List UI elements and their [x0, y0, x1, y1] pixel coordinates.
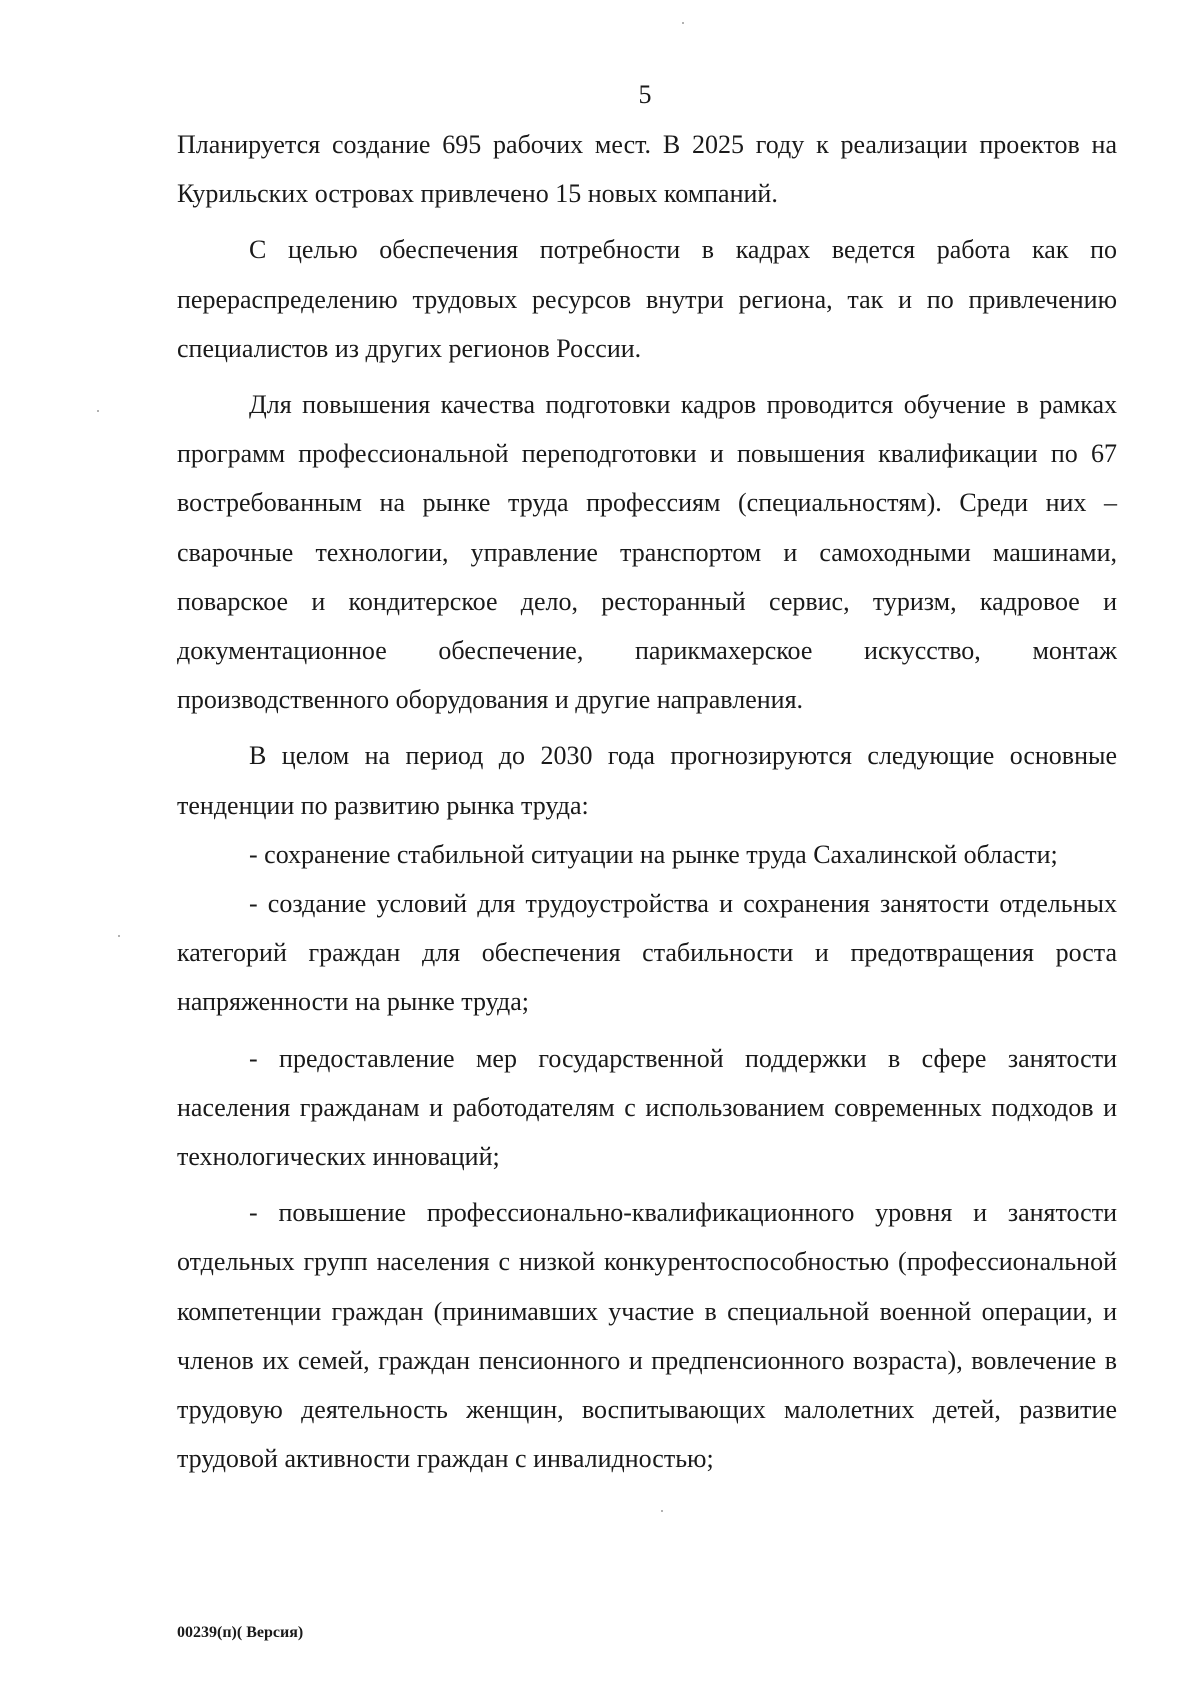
paragraph-jobs-planned: Планируется создание 695 рабочих мест. В 2025 году к реализации проектов на Курильских островах привлечено 15 новых компаний. [177, 130, 1117, 209]
page-number: 5 [638, 80, 652, 109]
paragraph-staffing-needs: С целью обеспечения потребности в кадрах ведется работа как по перераспределению трудовых ресурсов внутри региона, так и по привлечению специалистов из других регионов России. [177, 235, 1117, 363]
paragraph-trends-intro: В целом на период до 2030 года прогнозируются следующие основные тенденции по развитию рынка труда: [177, 741, 1117, 820]
paragraph-training-quality: Для повышения качества подготовки кадров проводится обучение в рамках программ профессиональной переподготовки и повышения квалификации по 67 востребованным на рынке труда профессиям (специальностям). Среди них – сварочные технологии, управление транспортом и самоходными машинами, поварское и кондитерское дело, ресторанный сервис, туризм, кадровое и документационное обеспечение, парикмахерское искусство, монтаж производственного оборудования и другие направления. [177, 390, 1117, 715]
document-body [177, 120, 1117, 1483]
list-item-qualification-level: - повышение профессионально-квалификационного уровня и занятости отдельных групп населения с низкой конкурентоспособностью (профессиональной компетенции граждан (принимавших участие в специальной военной операции, и членов их семей, граждан пенсионного и предпенсионного возраста), вовлечение в трудовую деятельность женщин, воспитывающих малолетних детей, развитие трудовой активности граждан с инвалидностью; [177, 1198, 1117, 1474]
scan-speck [682, 22, 684, 24]
list-item-stable-situation: - сохранение стабильной ситуации на рынке труда Сахалинской области; [249, 839, 1058, 869]
document-footer-code: 00239(п)( Версия) [177, 1624, 304, 1641]
scan-speck [97, 410, 99, 412]
scan-speck [118, 935, 120, 937]
scan-speck [661, 1510, 663, 1512]
list-item-employment-conditions: - создание условий для трудоустройства и сохранения занятости отдельных категорий граждан для обеспечения стабильности и предотвращения роста напряженности на рынке труда; [177, 889, 1117, 1017]
list-item-state-support: - предоставление мер государственной поддержки в сфере занятости населения гражданам и работодателям с использованием современных подходов и технологических инноваций; [177, 1043, 1117, 1172]
